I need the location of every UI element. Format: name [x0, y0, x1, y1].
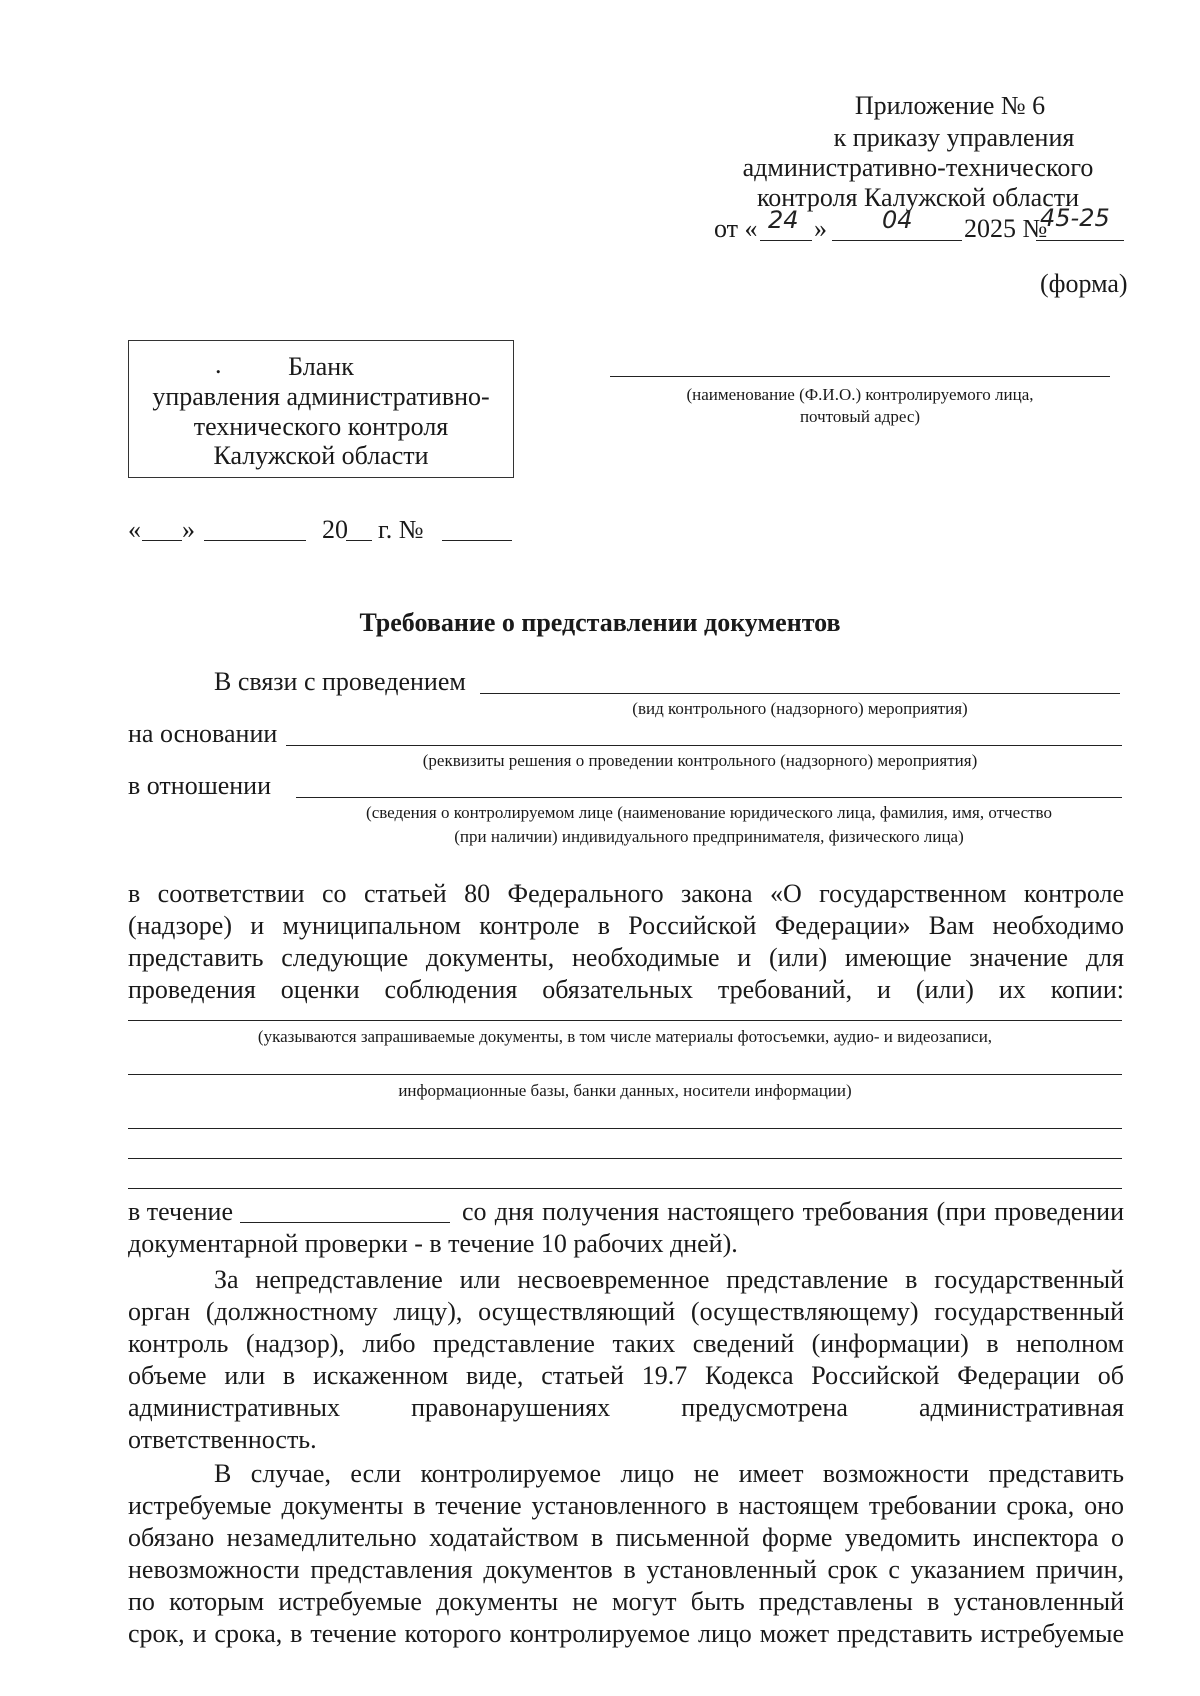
- term-rest: со дня получения настоящего требования (при проведении: [462, 1197, 1124, 1226]
- appendix-line-2: к приказу управления: [833, 123, 1075, 152]
- main-paragraph-line: в соответствии со статьей 80 Федерального закона «О государственном контроле: [128, 879, 1124, 908]
- main-paragraph-line: представить следующие документы, необходимые и (или) имеющие значение для: [128, 943, 1124, 972]
- main-paragraph: [128, 878, 1124, 1006]
- appendix-order-number: 45-25: [1040, 204, 1110, 232]
- date-close-quote: »: [182, 515, 195, 544]
- event-line[interactable]: [480, 693, 1120, 694]
- basis-label: на основании: [128, 719, 278, 748]
- term-line-2: документарной проверки - в течение 10 рабочих дней).: [128, 1229, 738, 1258]
- main-paragraph-line: (надзоре) и муниципальном контроле в Российской Федерации» Вам необходимо: [128, 911, 1124, 940]
- date-month-blank: [204, 540, 306, 541]
- docs-line-5[interactable]: [128, 1188, 1122, 1189]
- outgoing-number-blank: [442, 540, 512, 541]
- liability-paragraph-line: ответственность.: [128, 1425, 317, 1454]
- appendix-date-month: 04: [882, 206, 913, 234]
- appendix-date-year-no: 2025 №: [964, 214, 1048, 243]
- appendix-date-day: 24: [768, 206, 799, 234]
- case-paragraph-line: срок, и срока, в течение которого контролируемое лицо может представить истребуемые: [128, 1619, 1124, 1648]
- docs-caption-1: (указываются запрашиваемые документы, в том числе материалы фотосъемки, аудио- и видеозаписи,: [257, 1027, 993, 1046]
- docs-line-3[interactable]: [128, 1128, 1122, 1129]
- appendix-day-underline: [760, 240, 812, 241]
- liability-paragraph: [128, 1264, 1124, 1456]
- subject-caption-2: (при наличии) индивидуального предпринимателя, физического лица): [454, 827, 964, 846]
- subject-line[interactable]: [296, 797, 1122, 798]
- appendix-line-3: административно-технического: [742, 153, 1094, 182]
- liability-paragraph-line: орган (должностному лицу), осуществляющий (осуществляющему) государственный: [128, 1297, 1124, 1326]
- case-paragraph-line: В случае, если контролируемое лицо не имеет возможности представить: [214, 1459, 1124, 1488]
- letterhead-line-2: управления административно-: [152, 382, 490, 411]
- main-paragraph-line: проведения оценки соблюдения обязательных требований, и (или) их копии:: [128, 975, 1124, 1004]
- appendix-number-underline: [1036, 240, 1124, 241]
- liability-paragraph-line: административных правонарушениях предусмотрена административная: [128, 1393, 1124, 1422]
- date-year-blank: [346, 540, 372, 541]
- case-paragraph-line: обязано незамедлительно ходатайством в письменной форме уведомить инспектора о: [128, 1523, 1124, 1552]
- case-paragraph-line: истребуемые документы в течение установленного в настоящем требовании срока, оно: [128, 1491, 1124, 1520]
- date-century: 20: [322, 515, 348, 544]
- basis-caption: (реквизиты решения о проведении контрольного (надзорного) мероприятия): [422, 751, 978, 770]
- letterhead-dot: .: [215, 350, 222, 379]
- letterhead-line-1: Бланк: [288, 352, 354, 381]
- letterhead-line-4: Калужской области: [213, 441, 429, 470]
- basis-line[interactable]: [286, 745, 1122, 746]
- event-label: В связи с проведением: [214, 667, 466, 696]
- liability-paragraph-line: объеме или в искаженном виде, статьей 19.7 Кодекса Российской Федерации об: [128, 1361, 1124, 1390]
- term-blank[interactable]: [240, 1222, 450, 1223]
- letterhead-box: [128, 340, 514, 478]
- recipient-caption-2: почтовый адрес): [799, 407, 921, 426]
- appendix-line-1: Приложение № 6: [854, 91, 1046, 120]
- date-open-quote: «: [128, 515, 141, 544]
- docs-line-4[interactable]: [128, 1158, 1122, 1159]
- subject-label: в отношении: [128, 771, 272, 800]
- liability-paragraph-line: контроль (надзор), либо представление таких сведений (информации) в неполном: [128, 1329, 1124, 1358]
- case-paragraph-line: по которым истребуемые документы не могут быть представлены в установленный: [128, 1587, 1124, 1616]
- recipient-line: [610, 376, 1110, 377]
- docs-caption-2: информационные базы, банки данных, носители информации): [398, 1081, 852, 1100]
- form-label: (форма): [1040, 269, 1128, 298]
- case-paragraph-line: невозможности представления документов в установленный срок с указанием причин,: [128, 1555, 1124, 1584]
- date-day-blank: [142, 540, 182, 541]
- event-caption: (вид контрольного (надзорного) мероприятия): [632, 699, 968, 718]
- date-year-suffix: г. №: [378, 515, 424, 544]
- subject-caption-1: (сведения о контролируемом лице (наименование юридического лица, фамилия, имя, отчество: [366, 803, 1052, 822]
- appendix-date-prefix: от «: [714, 214, 758, 243]
- appendix-date-mid: »: [814, 214, 827, 243]
- recipient-caption-1: (наименование (Ф.И.О.) контролируемого лица,: [686, 385, 1034, 404]
- appendix-month-underline: [832, 240, 962, 241]
- docs-line-1[interactable]: [128, 1020, 1122, 1021]
- liability-paragraph-line: За непредставление или несвоевременное представление в государственный: [214, 1265, 1124, 1294]
- appendix-line-4: контроля Калужской области: [756, 183, 1080, 212]
- case-paragraph: [128, 1458, 1124, 1650]
- docs-line-2[interactable]: [128, 1074, 1122, 1075]
- letterhead-line-3: технического контроля: [193, 412, 449, 441]
- document-title: Требование о представлении документов: [359, 608, 841, 637]
- term-label: в течение: [128, 1197, 234, 1226]
